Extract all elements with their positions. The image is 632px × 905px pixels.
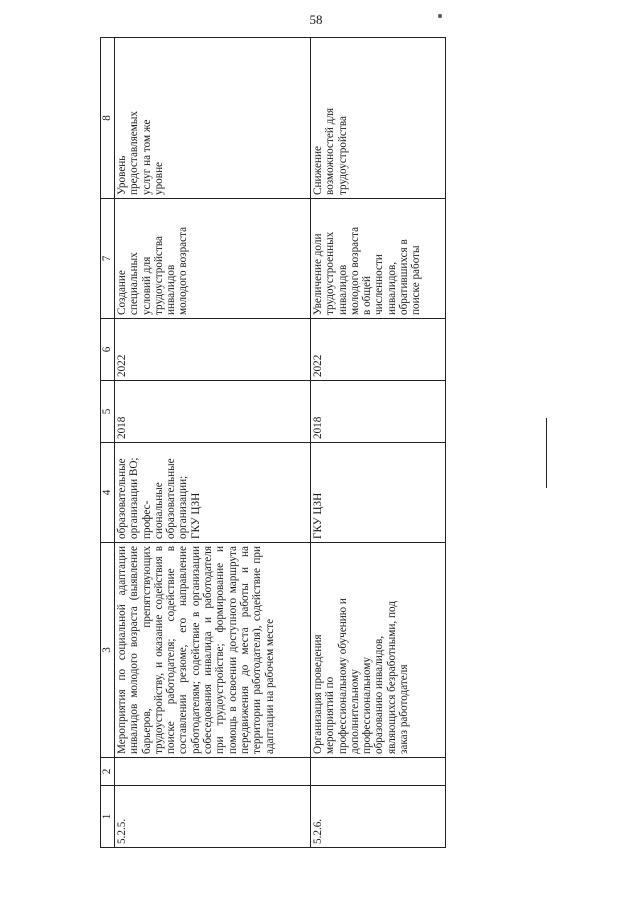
start-year-cell: 2018 bbox=[311, 381, 446, 443]
end-year-cell: 2022 bbox=[115, 319, 311, 381]
page-number: 58 bbox=[309, 12, 323, 27]
start-year-cell: 2018 bbox=[115, 381, 311, 443]
margin-mark bbox=[438, 14, 442, 18]
header-row bbox=[101, 38, 115, 848]
executor-cell: образовательные организации ВО; профес- сиональные образовательные организации; ГКУ ЦЗН bbox=[115, 443, 311, 543]
empty-cell bbox=[311, 758, 446, 786]
end-year-cell: 2022 bbox=[311, 319, 446, 381]
measure-cell: Организация проведения мероприятий по профессиональному обучению и дополнительному профессиональному образованию инвалидов, являющихся безработными, под заказ работодателя bbox=[311, 543, 446, 758]
result-cell: Увеличение доли трудоустроенных инвалидов молодого возраста в общей численности инвалидов, обратившихся в поиске работы bbox=[311, 199, 446, 319]
header-cell: 8 bbox=[101, 38, 115, 199]
header-cell: 6 bbox=[101, 319, 115, 381]
table-row bbox=[311, 38, 446, 848]
margin-line bbox=[546, 418, 547, 488]
header-cell: 2 bbox=[101, 758, 115, 786]
consequence-cell: Уровень предоставляемых услуг на том же уровне bbox=[115, 38, 311, 199]
consequence-cell: Снижение возможностей для трудоустройства bbox=[311, 38, 446, 199]
row-number: 5.2.6. bbox=[311, 786, 446, 848]
executor-cell: ГКУ ЦЗН bbox=[311, 443, 446, 543]
measures-table bbox=[100, 37, 446, 848]
table-row bbox=[115, 38, 311, 848]
rotated-table-container bbox=[100, 38, 445, 848]
header-cell: 3 bbox=[101, 543, 115, 758]
header-cell: 1 bbox=[101, 786, 115, 848]
empty-cell bbox=[115, 758, 311, 786]
result-cell: Создание специальных условий для трудоустройства инвалидов молодого возраста bbox=[115, 199, 311, 319]
header-cell: 5 bbox=[101, 381, 115, 443]
measure-cell: Мероприятия по социальной адаптации инвалидов молодого возраста (выявление барьеров, препятствующих трудоустройству, и оказание содействия в поиске работодателя; содействие в составлении резюме, его направление работодателям; содействие в организации собеседования инвалида и работодателя при трудоустройстве; формирование и помощь в освоении доступного маршрута передвижения до места работы и на территории работодателя), содействие при адаптации на рабочем месте bbox=[115, 543, 311, 758]
header-cell: 4 bbox=[101, 443, 115, 543]
row-number: 5.2.5. bbox=[115, 786, 311, 848]
header-cell: 7 bbox=[101, 199, 115, 319]
